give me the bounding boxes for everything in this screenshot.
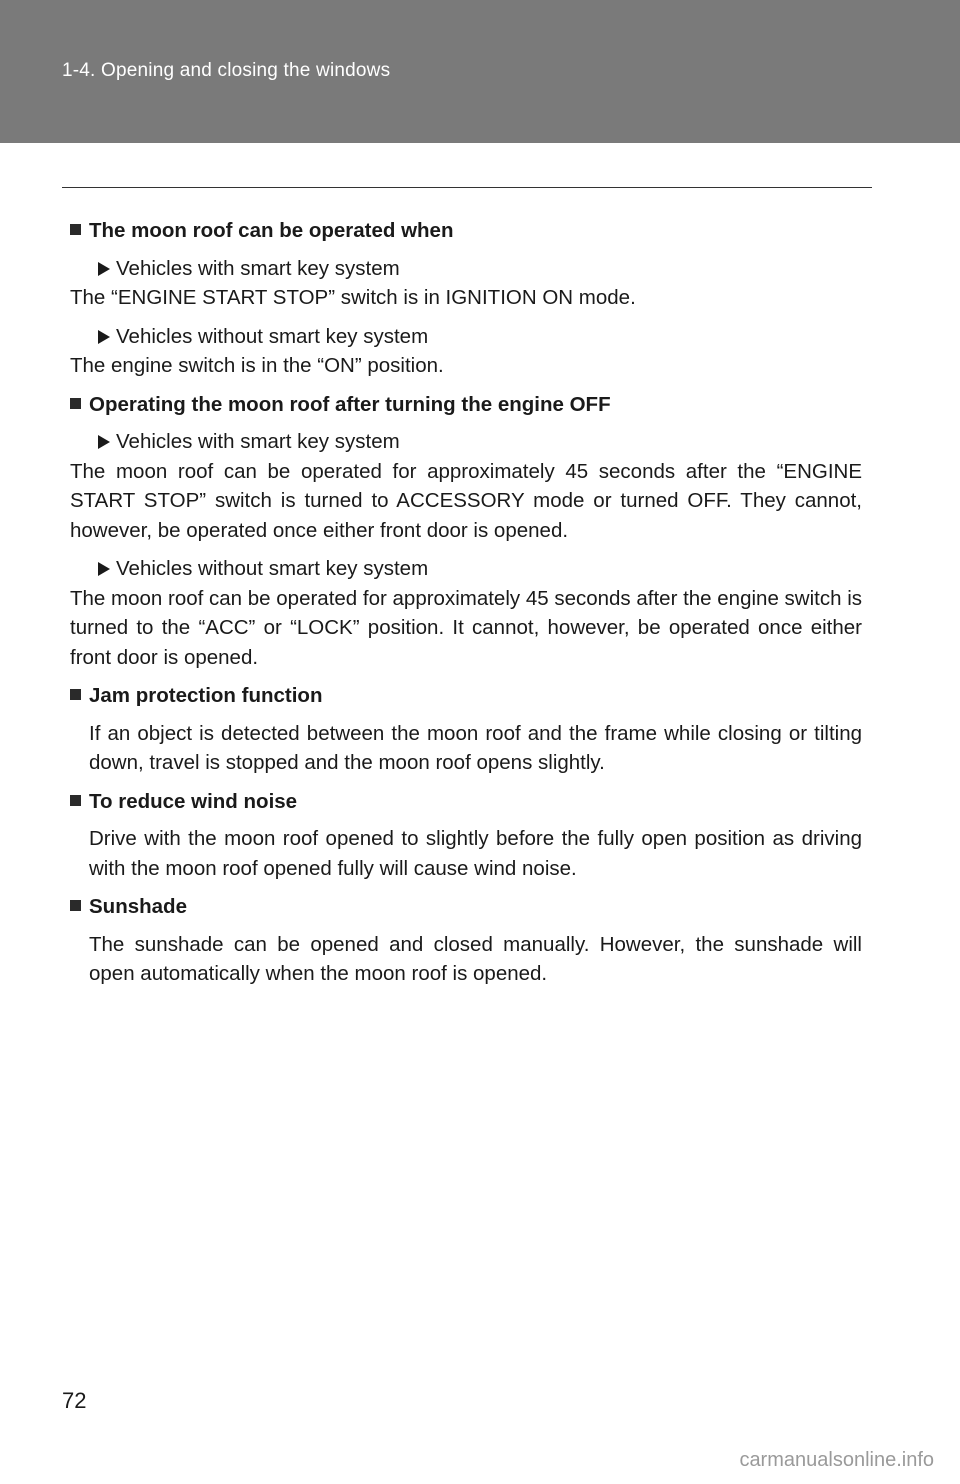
section-heading-wind-noise [70, 787, 862, 817]
paragraph [70, 457, 862, 546]
square-bullet-icon [70, 795, 81, 806]
section-heading-after-engine-off [70, 390, 862, 420]
subheading-with-smart-key [70, 254, 862, 284]
section-heading-text: Jam protection function [89, 684, 323, 707]
subheading-text: Vehicles without smart key system [116, 557, 429, 580]
square-bullet-icon [70, 689, 81, 700]
paragraph: Drive with the moon roof opened to slightly before the fully open position as driving with the moon roof opened fully will cause wind noise. [89, 827, 862, 880]
paragraph-text: The moon roof can be operated for approximately 45 seconds after the engine switch is turned to the “ACC” or “LOCK” position. It cannot, however, be operated once either front door is opened. [70, 586, 862, 669]
square-bullet-icon [70, 900, 81, 911]
triangle-bullet-icon [98, 562, 110, 576]
triangle-bullet-icon [98, 330, 110, 344]
paragraph-text: The moon roof can be operated for approximately 45 seconds after the “ENGINE START STOP” switch is turned to ACCESSORY mode or turned OFF. They cannot, however, be operated once either front door is opened. [70, 459, 862, 542]
paragraph: If an object is detected between the moon roof and the frame while closing or tilting down, travel is stopped and the moon roof opens slightly. [89, 721, 862, 774]
page-content [70, 216, 862, 998]
subheading-text: Vehicles without smart key system [116, 324, 429, 348]
paragraph: The “ENGINE START STOP” switch is in IGNITION ON mode. [70, 286, 636, 309]
header-divider [62, 187, 872, 188]
section-heading-text: Sunshade [89, 895, 187, 918]
subheading-with-smart-key [70, 427, 862, 457]
section-heading-text: The moon roof can be operated when [89, 219, 454, 242]
paragraph [70, 584, 862, 673]
section-heading-text: To reduce wind noise [89, 789, 298, 813]
square-bullet-icon [70, 224, 81, 235]
section-heading-jam-protection [70, 681, 862, 711]
subheading-text: Vehicles with smart key system [116, 430, 400, 453]
subheading-text: Vehicles with smart key system [116, 256, 400, 280]
section-heading-sunshade [70, 892, 862, 922]
triangle-bullet-icon [98, 262, 110, 276]
header-band [0, 0, 960, 143]
paragraph: The sunshade can be opened and closed manually. However, the sunshade will open automatically when the moon roof is opened. [89, 932, 862, 985]
section-header-title: 1-4. Opening and closing the windows [62, 60, 391, 81]
paragraph: The engine switch is in the “ON” position. [70, 354, 444, 377]
triangle-bullet-icon [98, 435, 110, 449]
watermark-text: carmanualsonline.info [739, 1449, 934, 1471]
subheading-without-smart-key [70, 322, 862, 352]
square-bullet-icon [70, 398, 81, 409]
subheading-without-smart-key [70, 554, 862, 584]
section-heading-text: Operating the moon roof after turning the engine OFF [89, 392, 611, 416]
page-number: 72 [62, 1388, 87, 1413]
section-heading-operation-conditions [70, 216, 862, 246]
